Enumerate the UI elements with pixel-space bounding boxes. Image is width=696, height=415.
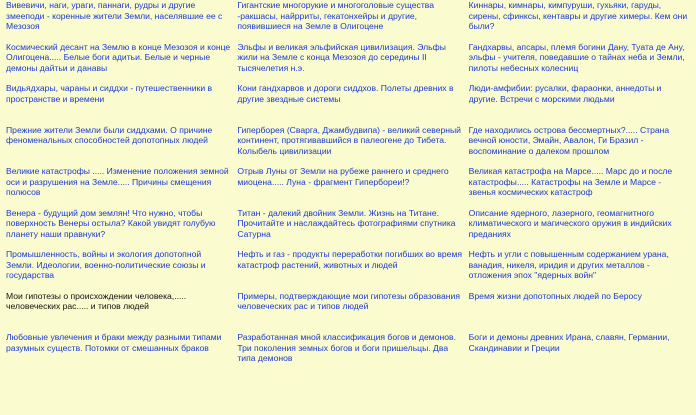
article-link[interactable]: Где находились острова бессмертных?..... Страна вечной юности, Эмайн, Авалон, Ги Бразил - воспоминание о далеком прошлом [468,124,670,156]
table-row [6,83,694,125]
article-link[interactable]: Время жизни допотопных людей по Беросу [468,290,642,301]
article-link[interactable]: Описание ядерного, лазерного, геомагнитного климатического и магического оружия в индийских преданиях [468,207,672,239]
article-link[interactable]: Великие катастрофы ..... Изменение положения земной оси и разрушения на Земле..... Причины смещения полюсов [6,166,229,198]
article-link[interactable]: Разработанная мной классификация богов и демонов. Три поколения земных богов и боги пришельцы. Два типа демонов [237,332,456,364]
table-row [6,332,694,374]
article-link[interactable]: Гандхарвы, апсары, племя богини Дану, Туата де Ану, эльфы - учителя, поведавшие о тайнах неба и Земли, пилоты небесных колесниц [468,41,685,73]
article-link[interactable]: Великая катастрофа на Марсе..... Марс до и после катастрофы..... Катастрофы на Земле и Марсе - звенья космических катастроф [468,166,673,198]
article-link[interactable]: Киннары, кимнары, кимпуруши, гухьяки, гаруды, сирены, сфинксы, кентавры и другие химеры. Кем они были? [468,0,688,32]
article-text: Мои гипотезы о происхождении человека,..... человеческих рас..... и типов людей [6,290,187,312]
article-link[interactable]: Гигантские многорукие и многоголовые существа -ракшасы, найрриты, гекатонхейры и другие, появившиеся на Земле в Олигоцене [237,0,435,32]
table-row [6,0,694,42]
article-link[interactable]: Эльфы и великая эльфийская цивилизация. Эльфы жили на Земле с конца Мезозоя до середины II тысячелетия н.э. [237,41,446,73]
article-link[interactable]: Отрыв Луны от Земли на рубеже раннего и среднего миоцена..... Луна - фрагмент Гипербореи!? [237,166,449,187]
article-link[interactable]: Боги и демоны древних Ирана, славян, Германии, Скандинавии и Греции [468,332,670,353]
article-link[interactable]: Примеры, подтверждающие мои гипотезы образования человеческих рас и типов людей [237,290,460,312]
table-row [6,208,694,250]
table-row [6,42,694,84]
article-link[interactable]: Любовные увлечения и браки между разными типами разумных существ. Потомки от смешанных браков [6,332,222,353]
article-link[interactable]: Гиперборея (Сварга, Джамбудвипа) - великий северный континент, протягивавшийся в палеогене до Тибета. Колыбель цивилизации [237,124,461,156]
article-link[interactable]: Вивевичи, наги, ураги, паннаги, рудры и другие змееподи - коренные жители Земли, населявшие ее с Мезозоя [6,0,223,32]
article-link[interactable]: Прежние жители Земли были сиддхами. О причине феноменальных способностей допотопных людей [6,124,213,146]
article-link[interactable]: Люди-амфибии: русалки, фараонки, аннедоты и другие. Встречи с морскими людьми [468,83,662,104]
article-link[interactable]: Видьядхары, чараны и сиддхи - путешественники в пространстве и времени [6,83,213,104]
article-link[interactable]: Кони гандхарвов и дороги сиддхов. Полеты древних в другие звездные системы [237,83,454,104]
table-row [6,249,694,291]
table-row [6,125,694,167]
article-link[interactable]: Венера - будущий дом землян! Что нужно, чтобы поверхность Венеры остыла? Какой увидят голубую планету наши правнуки? [6,207,216,239]
table-row [6,166,694,208]
article-link[interactable]: Титан - далекий двойник Земли. Жизнь на Титане. Прочитайте и наслаждайтесь фотографиями спутника Сатурна [237,207,456,239]
article-link[interactable]: Космический десант на Землю в конце Мезозоя и конце Олигоцена..... Белые боги адитьи. Белые и черные демоны дайтьи и данавы [6,41,231,73]
article-link[interactable]: Нефть и угли с повышенным содержанием урана, ванадия, никеля, иридия и других металлов - отложения эпох "ядерных войн" [468,249,669,281]
article-link[interactable]: Промышленность, войны и экология допотопной Земли. Идеологии, военно-политические союзы и государства [6,249,206,281]
table-row [6,291,694,333]
article-link[interactable]: Нефть и газ - продукты переработки погибших во время катастроф растений, животных и людей [237,249,463,270]
